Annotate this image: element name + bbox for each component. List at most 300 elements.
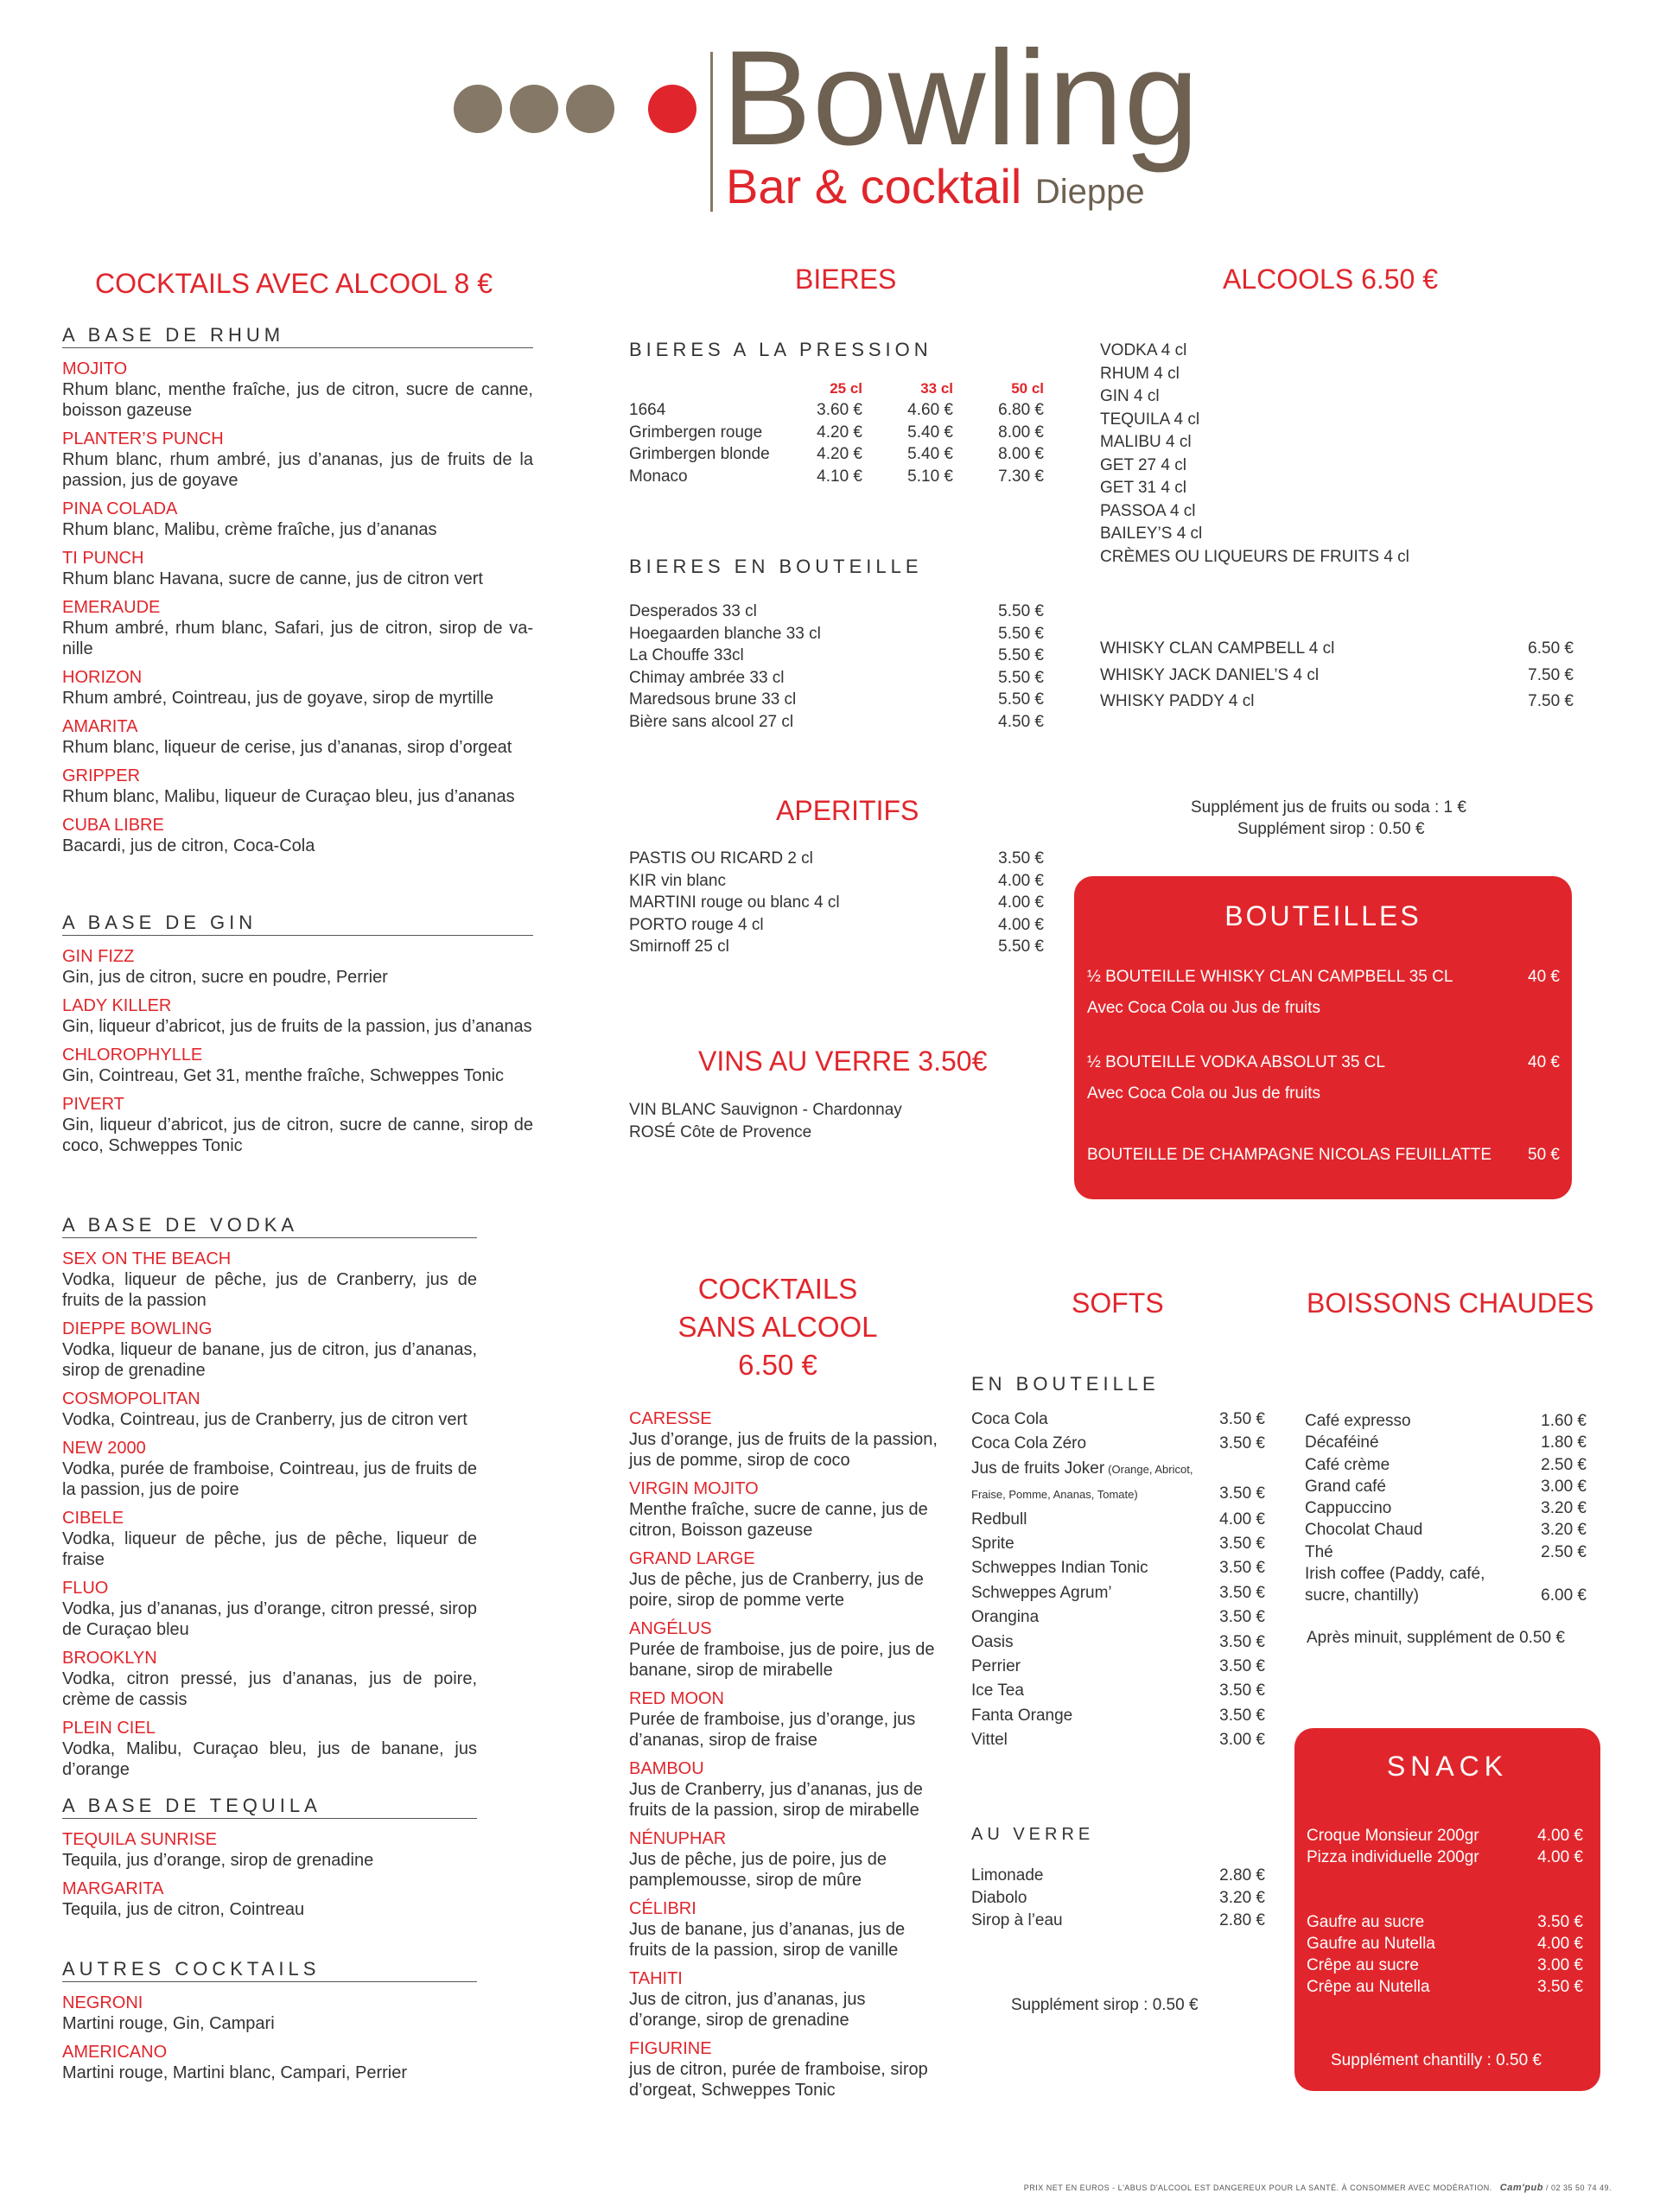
cocktail-name: HORIZON (62, 668, 143, 687)
cocktail-item (62, 1508, 477, 1570)
cocktail-name: TI PUNCH (62, 549, 144, 568)
snack-item (1307, 1976, 1583, 1998)
whisky-name: WHISKY PADDY 4 cl (1100, 692, 1255, 710)
section-heading: A BASE DE GIN (62, 912, 258, 933)
mocktail-desc: Purée de framboise, jus de poire, jus de banane, sirop de mirabelle (629, 1640, 935, 1680)
hot-drink (1305, 1563, 1587, 1585)
cocktails-alcool-title: COCKTAILS AVEC ALCOOL 8 € (95, 268, 493, 299)
mocktail-item (629, 2038, 938, 2101)
wine-item: VIN BLANC Sauvignon - Chardonnay (629, 1101, 902, 1119)
cocktail-name: TEQUILA SUNRISE (62, 1830, 217, 1849)
hot-drink-name: Décaféiné (1305, 1433, 1379, 1452)
soft-name: Fanta Orange (971, 1706, 1073, 1725)
mocktail-item (629, 1618, 938, 1681)
aperitif-name: MARTINI rouge ou blanc 4 cl (629, 893, 840, 912)
bieres-title: BIERES (795, 264, 897, 295)
bouteille-item-price: 40 € (1528, 1053, 1560, 1071)
hot-drink-price: 3.20 € (1541, 1521, 1587, 1540)
cocktail-name: PLANTER’S PUNCH (62, 429, 224, 448)
beer-name: Grimbergen rouge (629, 423, 763, 442)
cocktail-item (62, 1993, 477, 2034)
soft-name: Schweppes Indian Tonic (971, 1559, 1148, 1578)
pression-row (629, 466, 1044, 488)
softs-title: SOFTS (1072, 1287, 1164, 1319)
beer-price: 8.00 € (998, 445, 1044, 463)
snack-item (1307, 1933, 1583, 1955)
soft (971, 1482, 1265, 1507)
soft-price: 3.50 € (1219, 1706, 1265, 1725)
bieres-pression-heading: BIERES A LA PRESSION (629, 339, 932, 360)
beer-price: 4.60 € (907, 401, 953, 419)
cocktail-name: DIEPPE BOWLING (62, 1319, 213, 1338)
aperitif (629, 870, 1044, 893)
sans-alcool-list (629, 1408, 938, 2108)
soft (971, 1605, 1265, 1630)
snack-item-price: 3.50 € (1537, 1978, 1583, 1996)
alcool-item: PASSOA 4 cl (1100, 501, 1196, 520)
beer-price: 3.60 € (817, 401, 862, 419)
mocktail-item (629, 1478, 938, 1541)
cocktail-desc: Vodka, citron pressé, jus d’ananas, jus de poire, crème de cassis (62, 1669, 477, 1709)
bottle-beer-name: Bière sans alcool 27 cl (629, 712, 794, 731)
cocktail-name: GRIPPER (62, 766, 141, 785)
section-underline (62, 1237, 477, 1238)
bouteille-item-name: ½ BOUTEILLE WHISKY CLAN CAMPBELL 35 CL (1087, 968, 1453, 986)
cocktail-item (62, 667, 533, 709)
vins-list (629, 1099, 1044, 1143)
cocktail-desc: Gin, liqueur d’abricot, jus de fruits de la passion, jus d’ananas (62, 1017, 532, 1036)
snack-item-name: Crêpe au sucre (1307, 1956, 1419, 1974)
soft-name: Sprite (971, 1535, 1014, 1554)
snack-item (1307, 1847, 1583, 1868)
cocktail-name: PINA COLADA (62, 499, 178, 518)
soft-price: 4.00 € (1219, 1510, 1265, 1529)
pression-size-label: 50 cl (1011, 380, 1044, 397)
mocktail-item (629, 1548, 938, 1611)
bottle-beer-price: 4.50 € (998, 712, 1044, 731)
hot-drink-name: Café crème (1305, 1455, 1390, 1474)
cocktail-desc: Rhum blanc, liqueur de cerise, jus d’ananas, sirop d’orgeat (62, 738, 512, 757)
section-heading: A BASE DE TEQUILA (62, 1795, 321, 1816)
cocktail-name: AMARITA (62, 717, 138, 736)
bottle-beer-price: 5.50 € (998, 690, 1044, 709)
logo-dot (454, 85, 502, 133)
cocktail-item (62, 1389, 477, 1430)
cocktail-desc: Vodka, Malibu, Curaçao bleu, jus de banane, jus d’orange (62, 1739, 477, 1779)
snack-list-savory (1307, 1825, 1583, 1868)
hot-drink-price: 3.20 € (1541, 1499, 1587, 1518)
cocktail-item (62, 548, 533, 589)
alcools-supplement-sirop: Supplément sirop : 0.50 € (1237, 820, 1425, 838)
soft (971, 1655, 1265, 1679)
logo-dot-red (648, 85, 696, 133)
cocktail-item (62, 2042, 477, 2083)
soft (971, 1408, 1265, 1432)
soft (971, 1532, 1265, 1556)
hot-drink-name: Chocolat Chaud (1305, 1521, 1423, 1540)
hot-drink-name: Grand café (1305, 1477, 1386, 1496)
soft-name: Oasis (971, 1632, 1014, 1651)
alcool-item: GET 27 4 cl (1100, 455, 1186, 474)
alcool-item: BAILEY’S 4 cl (1100, 524, 1203, 543)
aperitifs-list (629, 848, 1044, 958)
bottle-beer (629, 711, 1044, 734)
hot-drink (1305, 1476, 1587, 1497)
aperitif-name: PORTO rouge 4 cl (629, 915, 764, 934)
cocktail-desc: Rhum blanc Havana, sucre de canne, jus de citron vert (62, 569, 483, 588)
chaudes-title: BOISSONS CHAUDES (1307, 1287, 1594, 1319)
bottle-beer-name: Chimay ambrée 33 cl (629, 668, 785, 687)
soft-name: Redbull (971, 1510, 1027, 1529)
soft-price: 3.50 € (1219, 1608, 1265, 1627)
soft (971, 1556, 1265, 1580)
logo-dot (566, 85, 614, 133)
bottle-beer-price: 5.50 € (998, 602, 1044, 620)
soft-glass-price: 2.80 € (1219, 1911, 1265, 1929)
cocktail-name: BROOKLYN (62, 1649, 157, 1668)
hot-drink (1305, 1541, 1587, 1563)
mocktail-name: CÉLIBRI (629, 1899, 696, 1918)
mocktail-item (629, 1758, 938, 1821)
aperitif-price: 4.00 € (998, 915, 1044, 934)
soft-price: 3.50 € (1219, 1559, 1265, 1578)
snack-list-sweet (1307, 1911, 1583, 1998)
hot-drink-price: 1.60 € (1541, 1412, 1587, 1430)
soft-detail: Fraise, Pomme, Ananas, Tomate) (971, 1488, 1138, 1502)
soft-price: 3.50 € (1219, 1410, 1265, 1428)
aperitif-price: 3.50 € (998, 849, 1044, 868)
soft-glass-name: Sirop à l’eau (971, 1911, 1063, 1929)
pression-size-label: 33 cl (920, 380, 953, 397)
aperitif-name: PASTIS OU RICARD 2 cl (629, 849, 813, 868)
aperitif-price: 4.00 € (998, 871, 1044, 890)
cocktail-desc: Tequila, jus de citron, Cointreau (62, 1900, 305, 1919)
soft-name: Schweppes Agrum’ (971, 1583, 1112, 1602)
whisky (1100, 689, 1574, 715)
cocktail-desc: Rhum blanc, Malibu, crème fraîche, jus d’ananas (62, 520, 437, 539)
snack-box (1294, 1728, 1600, 2091)
beer-price: 4.10 € (817, 467, 862, 486)
alcools-supplement-juice: Supplément jus de fruits ou soda : 1 € (1191, 798, 1466, 817)
sans-alcool-title-line2: SANS ALCOOL (677, 1311, 878, 1343)
section-underline (62, 347, 533, 348)
mocktail-item (629, 1408, 938, 1471)
soft-detail: (Orange, Abricot, (1108, 1462, 1193, 1476)
soft-glass (971, 1865, 1265, 1887)
mocktail-desc: Jus de citron, jus d’ananas, jus d’orange, sirop de grenadine (629, 1990, 866, 2030)
mocktail-desc: jus de citron, purée de framboise, sirop d’orgeat, Schweppes Tonic (629, 2060, 928, 2100)
cocktail-desc: Vodka, Cointreau, jus de Cranberry, jus de citron vert (62, 1410, 467, 1429)
soft-price: 3.00 € (1219, 1731, 1265, 1750)
cocktail-item (62, 1578, 477, 1640)
soft-glass-price: 2.80 € (1219, 1866, 1265, 1885)
snack-item-price: 4.00 € (1537, 1848, 1583, 1866)
logo-subtitle (726, 159, 1145, 213)
aperitif-name: KIR vin blanc (629, 871, 726, 890)
cocktail-name: CUBA LIBRE (62, 816, 164, 835)
aperitif (629, 914, 1044, 937)
soft-name: Ice Tea (971, 1681, 1024, 1700)
cocktail-item (62, 1094, 533, 1156)
alcool-item: GET 31 4 cl (1100, 479, 1186, 497)
mocktail-name: BAMBOU (629, 1759, 704, 1778)
hot-drink-price: 6.00 € (1541, 1586, 1587, 1605)
hot-drink-name: sucre, chantilly) (1305, 1586, 1419, 1605)
snack-item-price: 3.00 € (1537, 1956, 1583, 1974)
mocktail-desc: Jus de banane, jus d’ananas, jus de fruits de la passion, sirop de vanille (629, 1920, 906, 1960)
bottle-beer-price: 5.50 € (998, 624, 1044, 643)
beer-price: 7.30 € (998, 467, 1044, 486)
cocktail-item (62, 429, 533, 491)
bieres-bouteille-heading: BIERES EN BOUTEILLE (629, 556, 923, 577)
soft-name: Jus de fruits Joker (971, 1459, 1105, 1478)
mocktail-desc: Menthe fraîche, sucre de canne, jus de citron, Boisson gazeuse (629, 1500, 928, 1540)
snack-item-name: Pizza individuelle 200gr (1307, 1848, 1479, 1866)
beer-price: 5.10 € (907, 467, 953, 486)
softs-bouteille-heading: EN BOUTEILLE (971, 1373, 1160, 1395)
pression-header-row (629, 378, 1044, 399)
alcools-title: ALCOOLS 6.50 € (1223, 264, 1439, 295)
hot-drink-name: Cappuccino (1305, 1499, 1392, 1518)
hot-drink (1305, 1454, 1587, 1476)
soft (971, 1704, 1265, 1728)
cocktail-item (62, 946, 533, 988)
bottle-beer (629, 689, 1044, 711)
soft-price: 3.50 € (1219, 1535, 1265, 1554)
cocktail-name: FLUO (62, 1579, 109, 1598)
cocktail-name: PIVERT (62, 1095, 124, 1114)
footer-brand: Cam'pub (1499, 2183, 1543, 2193)
cocktail-list (62, 1993, 477, 2091)
cocktail-desc: Gin, liqueur d’abricot, jus de citron, sucre de canne, sirop de coco, Schweppes Tonic (62, 1116, 533, 1155)
cocktail-desc: Vodka, liqueur de banane, jus de citron, jus d’ananas, sirop de grenadine (62, 1340, 477, 1380)
logo-dot (510, 85, 558, 133)
cocktail-item (62, 1249, 477, 1311)
aperitif (629, 892, 1044, 914)
soft-price: 3.50 € (1219, 1657, 1265, 1676)
soft-glass (971, 1910, 1265, 1932)
cocktail-name: NEW 2000 (62, 1439, 146, 1458)
soft-glass (971, 1887, 1265, 1910)
cocktail-list (62, 1829, 477, 1928)
bottle-beer-price: 5.50 € (998, 668, 1044, 687)
soft-glass-price: 3.20 € (1219, 1889, 1265, 1907)
hot-drink-price: 2.50 € (1541, 1542, 1587, 1561)
cocktail-item (62, 1829, 477, 1871)
cocktail-name: GIN FIZZ (62, 947, 135, 966)
mocktail-desc: Jus de pêche, jus de Cranberry, jus de poire, sirop de pomme verte (629, 1570, 924, 1610)
snack-item-name: Gaufre au sucre (1307, 1913, 1425, 1931)
mocktail-name: RED MOON (629, 1689, 724, 1708)
bottle-beer-name: Desperados 33 cl (629, 602, 757, 620)
snack-item-name: Croque Monsieur 200gr (1307, 1827, 1479, 1845)
bieres-bouteille-list (629, 601, 1044, 733)
cocktail-list (62, 1249, 477, 1788)
soft (971, 1630, 1265, 1655)
cocktail-desc: Vodka, liqueur de pêche, jus de Cranberry, jus de fruits de la passion (62, 1270, 477, 1310)
sans-alcool-title-price: 6.50 € (738, 1349, 817, 1381)
alcool-item: MALIBU 4 cl (1100, 433, 1192, 451)
cocktail-desc: Vodka, purée de framboise, Cointreau, jus de fruits de la passion, jus de poire (62, 1459, 477, 1499)
soft-name: Perrier (971, 1657, 1021, 1676)
bottle-beer-price: 5.50 € (998, 646, 1044, 664)
section-underline (62, 1981, 477, 1982)
logo-wordmark: Bowling (722, 23, 1200, 174)
cocktail-desc: Rhum ambré, rhum blanc, Safari, jus de citron, sirop de va-nille (62, 619, 533, 658)
vins-title: VINS AU VERRE 3.50€ (698, 1046, 988, 1077)
bouteilles-title: BOUTEILLES (1224, 900, 1421, 931)
mocktail-desc: Purée de framboise, jus d’orange, jus d’ananas, sirop de fraise (629, 1710, 916, 1750)
snack-item-price: 4.00 € (1537, 1935, 1583, 1953)
alcool-item: VODKA 4 cl (1100, 341, 1187, 359)
cocktail-desc: Gin, Cointreau, Get 31, menthe fraîche, Schweppes Tonic (62, 1066, 505, 1085)
mocktail-name: VIRGIN MOJITO (629, 1479, 759, 1498)
snack-item-name: Crêpe au Nutella (1307, 1978, 1430, 1996)
soft-name: Coca Cola (971, 1410, 1048, 1428)
soft-name: Coca Cola Zéro (971, 1434, 1087, 1453)
snack-item (1307, 1911, 1583, 1933)
aperitif-name: Smirnoff 25 cl (629, 938, 729, 956)
snack-title: SNACK (1386, 1751, 1509, 1782)
cocktail-name: CIBELE (62, 1509, 124, 1528)
aperitif-price: 4.00 € (998, 893, 1044, 912)
aperitif (629, 936, 1044, 958)
soft-price: 3.50 € (1219, 1632, 1265, 1651)
soft (971, 1432, 1265, 1456)
section-underline (62, 935, 533, 936)
cocktail-desc: Rhum blanc, Malibu, liqueur de Curaçao bleu, jus d’ananas (62, 787, 515, 806)
cocktail-name: LADY KILLER (62, 996, 172, 1015)
cocktail-name: COSMOPOLITAN (62, 1389, 200, 1408)
cocktail-name: MARGARITA (62, 1879, 164, 1898)
mocktail-name: TAHITI (629, 1969, 683, 1988)
hot-drink (1305, 1497, 1587, 1519)
whisky-price: 7.50 € (1528, 692, 1574, 710)
soft-glass-name: Diabolo (971, 1889, 1027, 1907)
cocktail-desc: Vodka, liqueur de pêche, jus de pêche, liqueur de fraise (62, 1529, 477, 1569)
alcool-item: GIN 4 cl (1100, 387, 1160, 405)
cocktail-name: NEGRONI (62, 1993, 143, 2012)
aperitifs-title: APERITIFS (776, 795, 919, 826)
cocktail-name: MOJITO (62, 359, 128, 378)
cocktail-name: CHLOROPHYLLE (62, 1046, 203, 1065)
cocktail-item (62, 499, 533, 540)
softs-verre-list (971, 1865, 1265, 1932)
cocktail-item (62, 597, 533, 659)
pression-row (629, 399, 1044, 422)
cocktail-desc: Gin, jus de citron, sucre en poudre, Perrier (62, 968, 388, 987)
hot-drink-name: Irish coffee (Paddy, café, (1305, 1565, 1485, 1584)
soft (971, 1581, 1265, 1605)
beer-price: 4.20 € (817, 423, 862, 442)
footer (1024, 2183, 1612, 2193)
soft-price: 3.50 € (1219, 1681, 1265, 1700)
wine-item: ROSÉ Côte de Provence (629, 1122, 812, 1141)
softs-supplement: Supplément sirop : 0.50 € (1011, 1996, 1199, 2014)
bouteille-item-note: Avec Coca Cola ou Jus de fruits (1087, 999, 1321, 1017)
section-underline (62, 1818, 477, 1819)
mocktail-desc: Jus de pêche, jus de poire, jus de pamplemousse, sirop de mûre (629, 1850, 887, 1890)
cocktail-item (62, 1648, 477, 1710)
mocktail-item (629, 1688, 938, 1751)
hot-drink-name: Thé (1305, 1542, 1333, 1561)
mocktail-item (629, 1828, 938, 1891)
cocktail-desc: Rhum ambré, Cointreau, jus de goyave, sirop de myrtille (62, 689, 494, 708)
cocktail-item (62, 995, 533, 1037)
hot-drink-name: Café expresso (1305, 1412, 1411, 1430)
footer-disclaimer: PRIX NET EN EUROS - L'ABUS D'ALCOOL EST DANGEREUX POUR LA SANTÉ. À CONSOMMER AVEC MODÉRATION. (1023, 2183, 1492, 2192)
alcool-item: RHUM 4 cl (1100, 364, 1180, 383)
cocktail-desc: Rhum blanc, menthe fraîche, jus de citron, sucre de canne, boisson gazeuse (62, 380, 533, 420)
bouteille-item-note: Avec Coca Cola ou Jus de fruits (1087, 1084, 1321, 1103)
section-heading: A BASE DE VODKA (62, 1214, 299, 1236)
mocktail-name: GRAND LARGE (629, 1549, 755, 1568)
soft (971, 1457, 1265, 1482)
logo-divider (710, 52, 713, 212)
cocktail-item (62, 1878, 477, 1920)
whisky-name: WHISKY CLAN CAMPBELL 4 cl (1100, 639, 1335, 658)
cocktail-name: AMERICANO (62, 2043, 168, 2062)
mocktail-item (629, 1968, 938, 2031)
whisky-price: 7.50 € (1528, 665, 1574, 684)
cocktail-list (62, 359, 533, 864)
chaudes-list (1305, 1410, 1587, 1607)
beer-price: 5.40 € (907, 445, 953, 463)
cocktail-desc: Bacardi, jus de citron, Coca-Cola (62, 836, 315, 855)
cocktail-name: SEX ON THE BEACH (62, 1249, 232, 1268)
cocktail-item (62, 815, 533, 856)
chaudes-note: Après minuit, supplément de 0.50 € (1307, 1629, 1565, 1647)
bouteille-item-name: BOUTEILLE DE CHAMPAGNE NICOLAS FEUILLATTE (1087, 1146, 1492, 1164)
whisky (1100, 636, 1574, 663)
beer-name: Grimbergen blonde (629, 445, 770, 463)
section-heading: A BASE DE RHUM (62, 324, 285, 346)
pression-size-label: 25 cl (830, 380, 862, 397)
hot-drink-price: 3.00 € (1541, 1477, 1587, 1496)
cocktail-name: EMERAUDE (62, 598, 161, 617)
soft (971, 1728, 1265, 1752)
beer-price: 4.20 € (817, 445, 862, 463)
soft-price: 3.50 € (1219, 1484, 1265, 1503)
cocktail-desc: Martini rouge, Martini blanc, Campari, Perrier (62, 2063, 408, 2082)
soft-name: Vittel (971, 1731, 1008, 1750)
hot-drink-price: 2.50 € (1541, 1455, 1587, 1474)
sans-alcool-title-line1: COCKTAILS (697, 1273, 858, 1305)
cocktail-desc: Martini rouge, Gin, Campari (62, 2014, 275, 2033)
beer-price: 6.80 € (998, 401, 1044, 419)
cocktail-item (62, 1319, 477, 1381)
bouteille-item-price: 50 € (1528, 1146, 1560, 1164)
pression-row (629, 443, 1044, 466)
beer-name: 1664 (629, 401, 666, 419)
snack-item-name: Gaufre au Nutella (1307, 1935, 1435, 1953)
mocktail-name: CARESSE (629, 1409, 712, 1428)
aperitif (629, 848, 1044, 870)
cocktail-item (62, 1438, 477, 1500)
beer-price: 8.00 € (998, 423, 1044, 442)
whisky-price: 6.50 € (1528, 639, 1574, 658)
mocktail-desc: Jus d’orange, jus de fruits de la passion, jus de pomme, sirop de coco (629, 1430, 938, 1470)
hot-drink (1305, 1432, 1587, 1453)
mocktail-name: ANGÉLUS (629, 1619, 712, 1638)
whisky (1100, 663, 1574, 690)
snack-note: Supplément chantilly : 0.50 € (1331, 2051, 1542, 2069)
alcools-list (1100, 340, 1584, 569)
cocktail-desc: Tequila, jus d’orange, sirop de grenadine (62, 1851, 374, 1870)
cocktail-desc: Rhum blanc, rhum ambré, jus d’ananas, jus de fruits de la passion, jus de goyave (62, 450, 533, 490)
bottle-beer (629, 667, 1044, 690)
whisky-list (1100, 636, 1574, 715)
